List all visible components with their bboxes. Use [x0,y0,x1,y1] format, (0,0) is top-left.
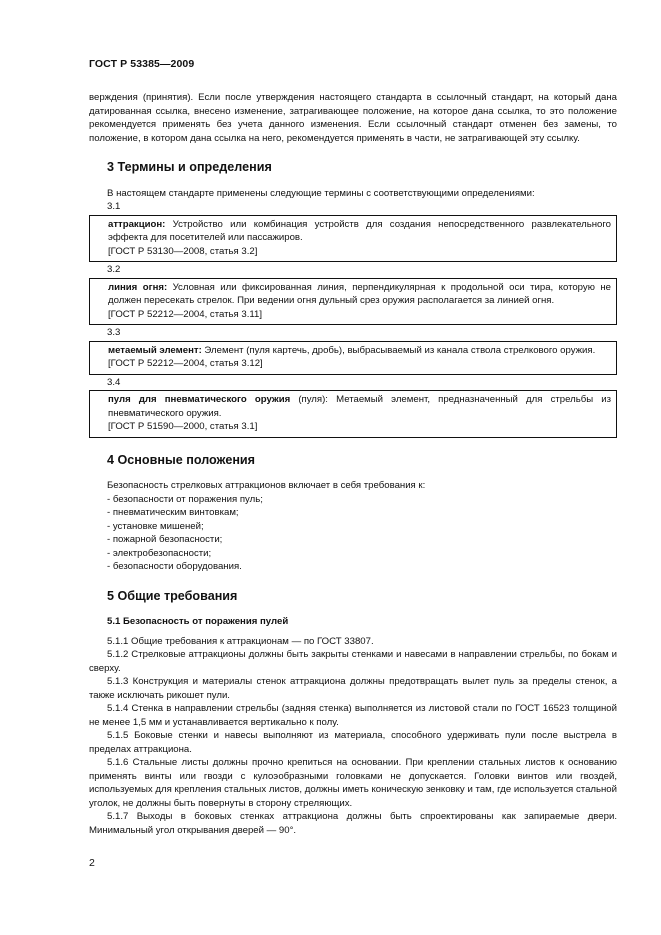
list-item: - электробезопасности; [107,547,212,559]
term-entry [89,263,617,325]
page-content [89,91,617,837]
term-box [89,390,617,438]
section-4-lead: Безопасность стрелковых аттракционов включает в себя требования к: [107,480,426,491]
term-number: 3.4 [107,376,121,388]
clause-paragraph: 5.1.1 Общие требования к аттракционам — по ГОСТ 33807. [107,635,374,647]
clause-paragraph: 5.1.3 Конструкция и материалы стенок аттракциона должны предотвращать вылет пуль за пределы стенок, а также исключать рикошет пули. [89,676,617,701]
subsection-5-1-title: 5.1 Безопасность от поражения пулей [107,616,289,627]
requirements-list [107,493,617,574]
list-item: - установке мишеней; [107,520,204,532]
term-source: [ГОСТ Р 53130—2008, статья 3.2] [108,245,258,257]
term-definition: (пуля): Метаемый элемент, предназначенный для стрельбы из пневматического оружия. [108,394,611,419]
term-number: 3.2 [107,264,121,275]
term-entry [89,376,617,438]
clause-paragraph: 5.1.6 Стальные листы должны прочно крепиться на основании. При креплении стальных листов к основанию применять винты или гвозди с кулоэобразными головками не допускается. Головки винтов или гвоздей, используемых для крепления стальных листов, должны иметь коническую зенковку и там, где используется стальной уголок, не должны быть повернуты в сторону стреляющих. [89,757,617,809]
term-name: пуля для пневматического оружия [108,394,291,405]
clause-paragraph: 5.1.7 Выходы в боковых стенках аттракциона должны быть спроектированы как запираемые двери. Минимальный угол открывания дверей — 90°. [89,811,617,836]
section-3-lead: В настоящем стандарте применены следующие термины с соответствующими определениями: [107,187,535,199]
term-definition: Элемент (пуля картечь, дробь), выбрасываемый из канала ствола стрелкового оружия. [201,344,596,356]
section-4-title: 4 Основные положения [107,452,256,467]
term-entry [89,200,617,262]
clause-paragraph: 5.1.4 Стенка в направлении стрельбы (задняя стенка) выполняется из листовой стали по ГОСТ 16523 толщиной не менее 1,5 мм и устанавливается вертикально к полу. [89,703,617,728]
term-definition: Устройство или комбинация устройств для создания непосредственного развлекательного эффекта для посетителей или пассажиров. [108,218,611,243]
section-5-title: 5 Общие требования [107,588,238,603]
term-box [89,278,617,326]
clause-paragraph: 5.1.5 Боковые стенки и навесы выполняют из материала, способного удерживать пули после выстрела в пределах аттракциона. [89,730,617,755]
section-3-title: 3 Термины и определения [107,160,272,174]
term-source: [ГОСТ Р 51590—2000, статья 3.1] [108,421,258,432]
term-number: 3.3 [107,327,121,338]
list-item: - пожарной безопасности; [107,534,223,545]
page-number: 2 [89,857,95,869]
term-box [89,215,617,263]
doc-header: ГОСТ Р 53385—2009 [89,58,195,70]
list-item: - безопасности оборудования. [107,561,242,572]
term-source: [ГОСТ Р 52212—2004, статья 3.12] [108,358,263,369]
intro-paragraph: верждения (принятия). Если после утверждения настоящего стандарта в ссылочный стандарт, на который дана датированная ссылка, внесено изменение, затрагивающее положение, на которое дана ссылка, то это положение рекомендуется применять без учета данного изменения. Если ссылочный стандарт отменен без замены, то положение, в котором дана ссылка на него, рекомендуется применять в части, не затрагивающей эту ссылку. [89,92,617,144]
term-name: метаемый элемент: [108,344,202,356]
list-item: - пневматическим винтовкам; [107,507,239,518]
list-item: - безопасности от поражения пуль; [107,493,263,505]
clause-paragraph: 5.1.2 Стрелковые аттракционы должны быть закрыты стенками и навесами в направлении стрельбы, по бокам и сверху. [89,649,617,674]
term-entry [89,326,617,375]
term-number: 3.1 [107,201,121,212]
term-name: линия огня: [108,281,168,293]
term-name: аттракцион: [108,218,166,230]
term-box [89,341,617,375]
term-source: [ГОСТ Р 52212—2004, статья 3.11] [108,308,263,320]
term-definition: Условная или фиксированная линия, перпендикулярная к продольной оси тира, которую не должен пересекать стрелок. При ведении огня дульный срез оружия располагается за линией огня. [108,281,611,306]
